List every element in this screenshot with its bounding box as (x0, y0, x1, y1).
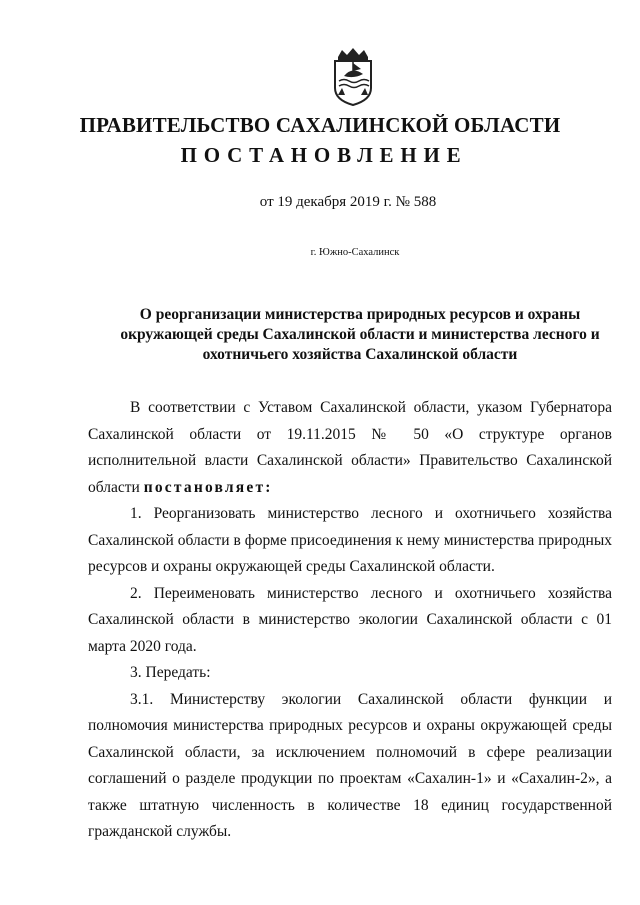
government-title: ПРАВИТЕЛЬСТВО САХАЛИНСКОЙ ОБЛАСТИ (79, 113, 561, 137)
document-type: ПОСТАНОВЛЕНИЕ (180, 143, 468, 167)
item-2-paragraph: 2. Переименовать министерство лесного и охотничьего хозяйства Сахалинской области в министерство экологии Сахалинской области с 01 марта 2020 года. (88, 584, 612, 655)
item-3-paragraph: 3. Передать: (130, 664, 211, 681)
item-1-paragraph: 1. Реорганизовать министерство лесного и охотничьего хозяйства Сахалинской области в форме присоединения к нему министерства природных ресурсов и охраны окружающей среды Сахалинской области. (88, 505, 612, 575)
item-3-1-paragraph: 3.1. Министерству экологии Сахалинской области функции и полномочия министерства природных ресурсов и охраны окружающей среды Сахалинской области, за исключением полномочий в сфере реализации соглашений о разделе продукции по проектам «Сахалин-1» и «Сахалин-2», а также штатную численность в количестве 18 единиц государственной гражданской службы. (88, 690, 612, 840)
document-heading (80, 305, 640, 365)
heading-line-1: О реорганизации министерства природных ресурсов и охраны (139, 306, 581, 323)
preamble-text: В соответствии с Уставом Сахалинской области, указом Губернатора Сахалинской области от 19.11.2015 № 50 «О структуре органов исполнительной власти Сахалинской области» Правительство Сахалинской области (88, 399, 612, 496)
document-city: г. Южно-Сахалинск (310, 247, 400, 258)
heading-line-3: охотничьего хозяйства Сахалинской области (202, 346, 518, 363)
document-body (88, 395, 612, 846)
heading-line-2: окружающей среды Сахалинской области и министерства лесного и (120, 326, 600, 343)
preamble-paragraph (88, 395, 612, 501)
sakhalin-coat-of-arms-icon (330, 48, 376, 106)
preamble-keyword: постановляет: (143, 478, 273, 496)
document-date-number: от 19 декабря 2019 г. № 588 (259, 194, 437, 210)
